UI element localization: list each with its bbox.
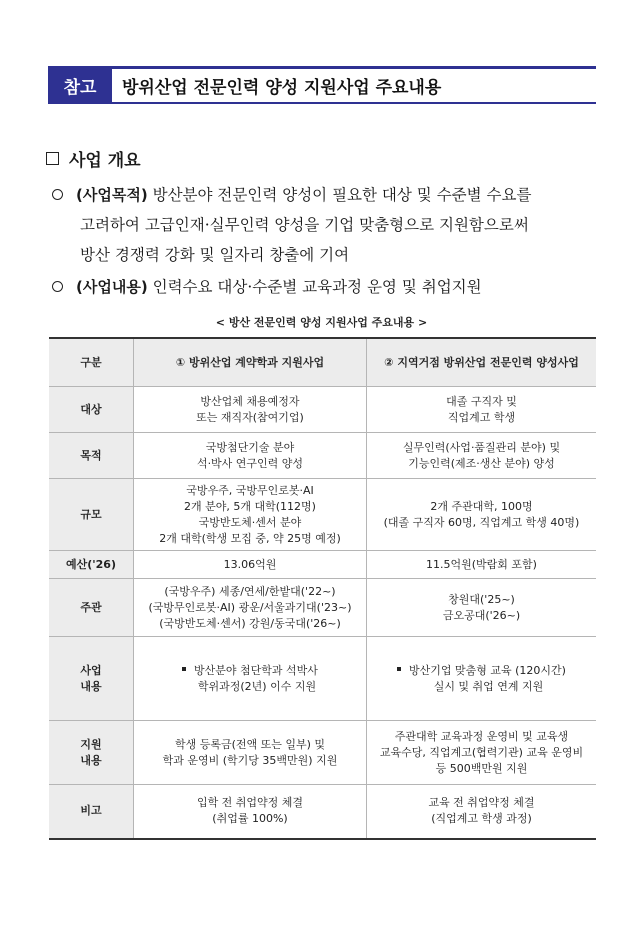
title-bar [48,66,596,104]
table-cell [367,637,597,721]
square-bullet-icon [46,152,59,165]
table-row [49,637,596,721]
table-row [49,551,596,579]
table-row [49,721,596,785]
page-title: 방위산업 전문인력 양성 지원사업 주요내용 [122,78,442,98]
circle-bullet-icon [52,281,63,292]
bullet-text: 방산 경쟁력 강화 및 일자리 창출에 기여 [80,246,350,264]
bullet-text: 인력수요 대상·수준별 교육과정 운영 및 취업지원 [147,278,482,296]
bullet-purpose [52,180,531,270]
table-cell: 창원대('25~) 금오공대('26~) [367,579,597,637]
table-cell: 방산업체 채용예정자 또는 재직자(참여기업) [134,387,367,433]
bullet-text: 방산분야 전문인력 양성이 필요한 대상 및 수준별 수요를 [147,186,532,204]
table-row [49,433,596,479]
table-caption: < 방산 전문인력 양성 지원사업 주요내용 > [215,316,428,329]
table-cell: 교육 전 취업약정 체결 (직업계고 학생 과정) [367,785,597,839]
header-program-1: ① 방위산업 계약학과 지원사업 [134,338,367,387]
cell-line: 실시 및 취업 연계 지원 [433,679,544,693]
table-row [49,479,596,551]
row-label: 예산('26) [49,551,134,579]
table-header-row [49,338,596,387]
row-label: 규모 [49,479,134,551]
table-cell [134,637,367,721]
table-cell: 2개 주관대학, 100명 (대졸 구직자 60명, 직업계고 학생 40명) [367,479,597,551]
row-label: 지원 내용 [49,721,134,785]
header-category: 구분 [49,338,134,387]
table-cell: (국방우주) 세종/연세/한밭대('22~) (국방무인로봇·AI) 광운/서울과기대('23~) (국방반도체·센서) 강원/동국대('26~) [134,579,367,637]
section-heading-text: 사업 개요 [69,151,141,171]
row-label: 주관 [49,579,134,637]
section-heading [46,146,141,171]
table-cell: 학생 등록금(전액 또는 일부) 및 학과 운영비 (학기당 35백만원) 지원 [134,721,367,785]
reference-tag: 참고 [48,69,112,102]
square-bullet-icon [397,667,401,671]
row-label: 목적 [49,433,134,479]
bullet-content [52,272,482,302]
table-cell: 실무인력(사업·품질관리 분야) 및 기능인력(제조·생산 분야) 양성 [367,433,597,479]
table-cell: 13.06억원 [134,551,367,579]
cell-line: 방산기업 맞춤형 교육 (120시간) [409,663,566,677]
header-program-2: ② 지역거점 방위산업 전문인력 양성사업 [367,338,597,387]
cell-line: 학위과정(2년) 이수 지원 [197,679,317,693]
circle-bullet-icon [52,189,63,200]
row-label: 비고 [49,785,134,839]
table-row [49,387,596,433]
table-row [49,579,596,637]
table-cell: 국방첨단기술 분야 석·박사 연구인력 양성 [134,433,367,479]
row-label: 대상 [49,387,134,433]
table-row [49,785,596,839]
square-bullet-icon [182,667,186,671]
table-cell: 대졸 구직자 및 직업계고 학생 [367,387,597,433]
table-cell: 입학 전 취업약정 체결 (취업률 100%) [134,785,367,839]
table-cell: 11.5억원(박람회 포함) [367,551,597,579]
bullet-text: 고려하여 고급인재·실무인력 양성을 기업 맞춤형으로 지원함으로써 [80,216,529,234]
bullet-label: (사업목적) [76,186,148,204]
row-label: 사업 내용 [49,637,134,721]
program-table [49,337,596,840]
table-cell: 주관대학 교육과정 운영비 및 교육생 교육수당, 직업계고(협력기관) 교육 운영비 등 500백만원 지원 [367,721,597,785]
table-cell: 국방우주, 국방무인로봇·AI 2개 분야, 5개 대학(112명) 국방반도체·센서 분야 2개 대학(학생 모집 중, 약 25명 예정) [134,479,367,551]
bullet-label: (사업내용) [76,278,148,296]
cell-line: 방산분야 첨단학과 석박사 [194,663,318,677]
